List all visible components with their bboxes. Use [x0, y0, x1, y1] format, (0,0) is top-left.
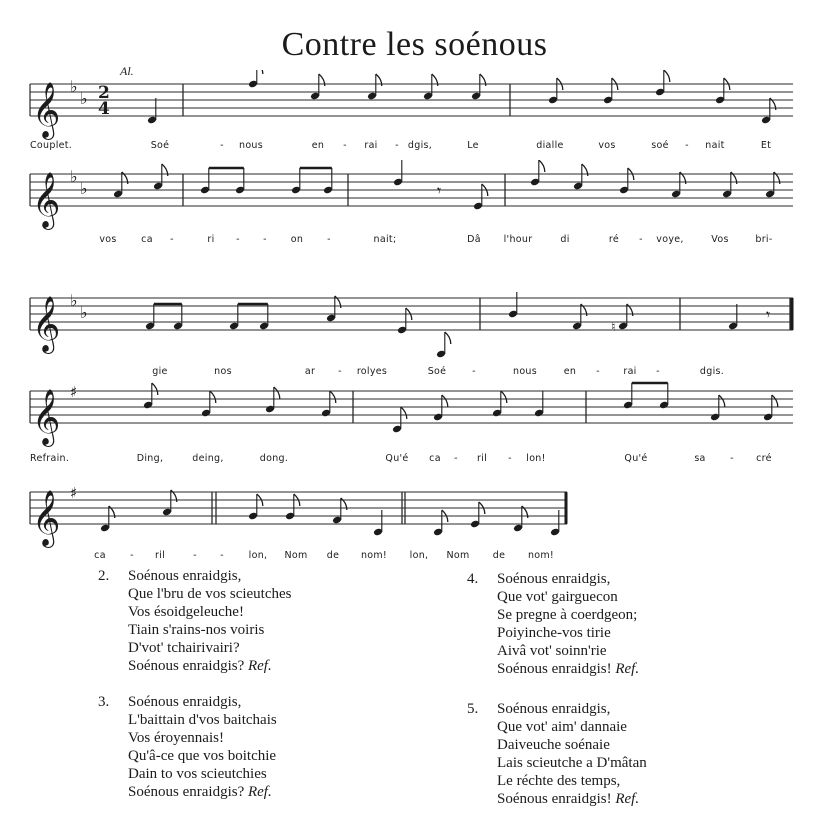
- lyric-syllable: Nom: [446, 550, 470, 561]
- verse-line: Vos ésoidgeleuche!: [128, 604, 244, 620]
- note-head: [393, 160, 403, 186]
- sharp-sign-icon: ♯: [70, 383, 78, 401]
- flat-sign-icon: ♭: [80, 89, 88, 108]
- music-system-4: [0, 375, 829, 470]
- lyric-syllable: ril: [154, 550, 166, 561]
- staff-svg: [0, 160, 829, 255]
- lyric-syllable: Qu'é: [385, 453, 409, 464]
- lyric-syllable: Ding,: [136, 453, 164, 464]
- verse-line: Soénous enraidgis!: [497, 791, 612, 807]
- verse-3: [98, 693, 277, 801]
- lyric-syllable: Nom: [284, 550, 308, 561]
- verse-line: Soénous enraidgis,: [128, 568, 242, 584]
- verse-line: Soénous enraidgis?: [128, 784, 245, 800]
- treble-clef-icon: 𝄞: [32, 296, 61, 352]
- lyric-syllable: -: [220, 140, 224, 151]
- lyric-syllable: di: [560, 234, 570, 245]
- music-system-5: [0, 470, 829, 565]
- lyric-syllable: Et: [760, 140, 772, 151]
- time-signature-digit: 2: [98, 83, 110, 103]
- note-head: [100, 506, 115, 532]
- lyric-syllable: de: [326, 550, 340, 561]
- lyric-syllable: -: [596, 366, 600, 377]
- note-head: [113, 172, 128, 198]
- verse-number: 4.: [467, 571, 479, 587]
- note-head: [162, 490, 177, 516]
- refrain-marker: Ref.: [615, 791, 640, 807]
- lyric-syllable: rai: [364, 140, 378, 151]
- music-system-3: [0, 278, 829, 378]
- lyric-syllable: ril: [476, 453, 488, 464]
- note-head: [671, 172, 686, 198]
- lyric-syllable: lon,: [409, 550, 429, 561]
- lyric-syllable: nait;: [373, 234, 397, 245]
- note-head: [153, 164, 168, 190]
- lyric-syllable: -: [170, 234, 174, 245]
- lyric-syllable: nom!: [527, 550, 555, 561]
- note-head: [513, 506, 528, 532]
- lyric-syllable: nous: [238, 140, 264, 151]
- lyric-syllable: bri-: [755, 234, 773, 245]
- verse-line: Vos éroyennais!: [128, 730, 224, 746]
- lyric-syllable: -: [343, 140, 347, 151]
- natural-sign-icon: ♮: [611, 320, 616, 335]
- flat-sign-icon: ♭: [70, 167, 78, 186]
- note-head: [659, 383, 669, 409]
- note-head: [765, 172, 780, 198]
- verse-line: Soénous enraidgis!: [497, 661, 612, 677]
- verse-line: Qu'â-ce que vos boitchie: [128, 748, 277, 764]
- verse-4: [467, 570, 640, 678]
- note-head: [471, 74, 486, 100]
- note-head: [326, 296, 341, 322]
- verse-line: Dain to vos scieutchies: [128, 766, 267, 782]
- tempo-marking: Al.: [120, 64, 134, 78]
- verse-line: Que vot' gairguecon: [497, 589, 618, 605]
- treble-clef-icon: 𝄞: [32, 490, 61, 546]
- lyric-syllable: cré: [756, 453, 772, 464]
- note-head: [761, 98, 776, 124]
- song-title: Contre les soénous: [281, 26, 548, 63]
- verse-number: 5.: [467, 701, 479, 717]
- lyric-syllable: -: [263, 234, 267, 245]
- verse-line: Soénous enraidgis,: [128, 694, 242, 710]
- refrain-marker: Ref.: [247, 658, 272, 674]
- note-head: [332, 498, 347, 524]
- lyric-syllable: lon,: [248, 550, 268, 561]
- note-head: [173, 304, 183, 330]
- lyric-syllable: -: [656, 366, 660, 377]
- note-head: [147, 98, 157, 124]
- note-head: [573, 164, 588, 190]
- verse-line: L'baittain d'vos baitchais: [128, 712, 277, 728]
- lyric-syllable: nos: [214, 366, 232, 377]
- note-head: [722, 172, 737, 198]
- lyric-syllable: -: [236, 234, 240, 245]
- verse-line: Se pregne à coerdgeon;: [497, 607, 638, 623]
- flat-sign-icon: ♭: [70, 291, 78, 310]
- lyric-syllable: gie: [152, 366, 168, 377]
- treble-clef-icon: 𝄞: [32, 172, 61, 228]
- lyric-syllable: ca: [429, 453, 441, 464]
- note-head: [323, 168, 333, 194]
- verse-number: 2.: [98, 568, 110, 584]
- lyric-syllable: dgis,: [407, 140, 433, 151]
- lyric-syllable: rai: [623, 366, 637, 377]
- lyric-syllable: -: [639, 234, 643, 245]
- lyric-syllable: voye,: [656, 234, 684, 245]
- rest-icon: 𝄾: [766, 305, 771, 324]
- flat-sign-icon: ♭: [80, 303, 88, 322]
- lyric-syllable: -: [220, 550, 224, 561]
- verse-line: Poiyinche-vos tirie: [497, 625, 611, 641]
- lyric-syllable: Qu'é: [624, 453, 648, 464]
- lyric-syllable: -: [395, 140, 399, 151]
- lyric-syllable: Soé: [427, 366, 447, 377]
- lyric-syllable: deing,: [192, 453, 224, 464]
- lyric-syllable: nom!: [360, 550, 388, 561]
- note-head: [433, 510, 448, 536]
- verse-line: D'vot' tchairivairi?: [128, 640, 240, 656]
- lyric-syllable: vos: [99, 234, 117, 245]
- note-head: [310, 74, 325, 100]
- verse-number: 3.: [98, 694, 110, 710]
- lyric-syllable: Couplet.: [30, 140, 73, 151]
- lyric-syllable: -: [472, 366, 476, 377]
- verse-line: Tiain s'rains-nos voiris: [128, 622, 265, 638]
- lyric-syllable: dialle: [536, 140, 564, 151]
- lyric-syllable: ca: [94, 550, 106, 561]
- note-head: [145, 304, 155, 330]
- note-head: [508, 292, 518, 318]
- time-signature-digit: 4: [98, 99, 110, 119]
- lyric-syllable: rolyes: [356, 366, 388, 377]
- lyric-syllable: nous: [512, 366, 538, 377]
- note-head: [259, 304, 269, 330]
- verse-line: Soénous enraidgis?: [128, 658, 245, 674]
- lyric-syllable: en: [563, 366, 577, 377]
- lyric-syllable: -: [327, 234, 331, 245]
- lyric-syllable: -: [685, 140, 689, 151]
- note-head: [143, 383, 158, 409]
- verse-5: [467, 700, 647, 808]
- note-head: [436, 332, 451, 358]
- verse-line: Soénous enraidgis,: [497, 701, 611, 717]
- note-head: [423, 74, 438, 100]
- treble-clef-icon: 𝄞: [32, 389, 61, 445]
- lyric-syllable: dong.: [259, 453, 289, 464]
- refrain-marker: Ref.: [247, 784, 272, 800]
- verse-line: Aivâ vot' soinn'rie: [497, 643, 607, 659]
- lyric-syllable: sa: [694, 453, 706, 464]
- note-head: [728, 304, 738, 330]
- note-head: [291, 168, 301, 194]
- lyric-syllable: ar: [304, 366, 316, 377]
- verse-2: [98, 567, 292, 675]
- lyric-syllable: Le: [467, 140, 479, 151]
- lyric-syllable: -: [338, 366, 342, 377]
- lyric-syllable: lon!: [526, 453, 546, 464]
- note-head: [623, 383, 633, 409]
- note-head: [229, 304, 239, 330]
- lyric-syllable: Soé: [150, 140, 170, 151]
- verse-line: Daiveuche soénaie: [497, 737, 610, 753]
- lyric-syllable: -: [193, 550, 197, 561]
- sharp-sign-icon: ♯: [70, 484, 78, 502]
- note-head: [572, 304, 587, 330]
- refrain-marker: Ref.: [615, 661, 640, 677]
- note-head: [200, 168, 210, 194]
- note-head: [235, 168, 245, 194]
- lyric-syllable: on: [290, 234, 304, 245]
- note-head: [248, 70, 263, 88]
- verse-line: Que l'bru de vos scieutches: [128, 586, 292, 602]
- lyric-syllable: nait: [705, 140, 725, 151]
- lyric-syllable: Dâ: [467, 234, 481, 245]
- flat-sign-icon: ♭: [70, 77, 78, 96]
- lyric-syllable: -: [130, 550, 134, 561]
- lyric-syllable: Vos: [711, 234, 729, 245]
- lyric-syllable: -: [508, 453, 512, 464]
- lyric-syllable: ri: [207, 234, 215, 245]
- verse-line: Que vot' aim' dannaie: [497, 719, 627, 735]
- lyric-syllable: -: [730, 453, 734, 464]
- lyric-syllable: l'hour: [503, 234, 533, 245]
- note-head: [367, 74, 382, 100]
- note-head: [321, 391, 336, 417]
- verse-line: Le réchte des temps,: [497, 773, 621, 789]
- verse-line: Soénous enraidgis,: [497, 571, 611, 587]
- lyric-syllable: ré: [608, 234, 620, 245]
- lyric-syllable: Refrain.: [30, 453, 70, 464]
- verse-line: Lais scieutche a D'mâtan: [497, 755, 647, 771]
- note-head: [618, 304, 633, 330]
- note-head: [534, 391, 544, 417]
- note-head: [373, 510, 383, 536]
- lyric-syllable: vos: [598, 140, 616, 151]
- lyric-syllable: soé: [651, 140, 669, 151]
- rest-icon: 𝄾: [437, 181, 442, 200]
- note-head: [201, 391, 216, 417]
- treble-clef-icon: 𝄞: [32, 82, 61, 138]
- lyric-syllable: de: [492, 550, 506, 561]
- note-head: [550, 510, 560, 536]
- note-head: [492, 391, 507, 417]
- music-system-1: [0, 70, 829, 160]
- note-head: [392, 407, 407, 433]
- music-system-2: [0, 160, 829, 255]
- flat-sign-icon: ♭: [80, 179, 88, 198]
- lyric-syllable: en: [311, 140, 325, 151]
- lyric-syllable: ca: [141, 234, 153, 245]
- lyric-syllable: -: [454, 453, 458, 464]
- staff-svg: [0, 278, 829, 378]
- lyric-syllable: dgis.: [699, 366, 725, 377]
